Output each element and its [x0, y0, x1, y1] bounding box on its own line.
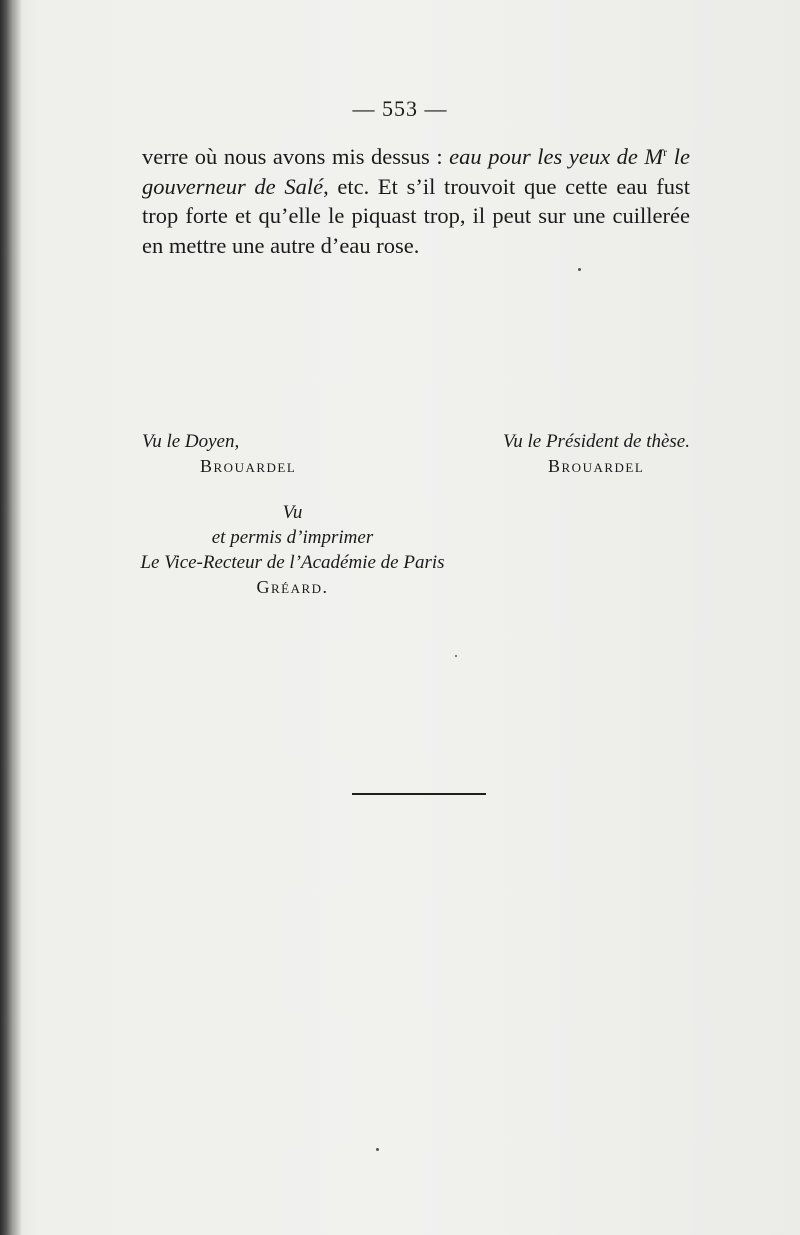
- text-line-3: trop forte et qu’elle le piquast trop, il peut sur une cuillerée: [142, 203, 690, 228]
- text-line-1: verre où nous avons mis dessus : eau pour les yeux de $M^r$ le: [142, 144, 690, 169]
- text-line-2: gouverneur de Salé, etc. Et s’il trouvoit que cette eau fust: [142, 173, 690, 199]
- page-number: — 553 —: [352, 96, 448, 121]
- president-title: Vu le Président de thèse.: [503, 431, 690, 452]
- closing-rule: [352, 793, 486, 795]
- page-binding-edge: [0, 0, 22, 1235]
- president-name: Brouardel: [548, 456, 645, 476]
- dean-approval: [142, 430, 362, 478]
- permission-vu: Vu: [282, 502, 303, 523]
- vice-rector-name: Gréard.: [256, 577, 329, 597]
- print-permission: [130, 500, 455, 599]
- dean-name: Brouardel: [200, 456, 297, 476]
- paper-speck: [455, 655, 457, 657]
- paper-speck: [578, 268, 581, 271]
- permission-text: et permis d’imprimer: [211, 527, 374, 548]
- thesis-president-approval: [470, 430, 690, 478]
- vice-rector-title: Le Vice-Recteur de l’Académie de Paris: [140, 552, 445, 573]
- text-line-4: en mettre une autre d’eau rose.: [142, 232, 420, 258]
- dean-title: Vu le Doyen,: [142, 431, 240, 452]
- paper-speck: [376, 1148, 379, 1151]
- body-paragraph: [142, 138, 690, 260]
